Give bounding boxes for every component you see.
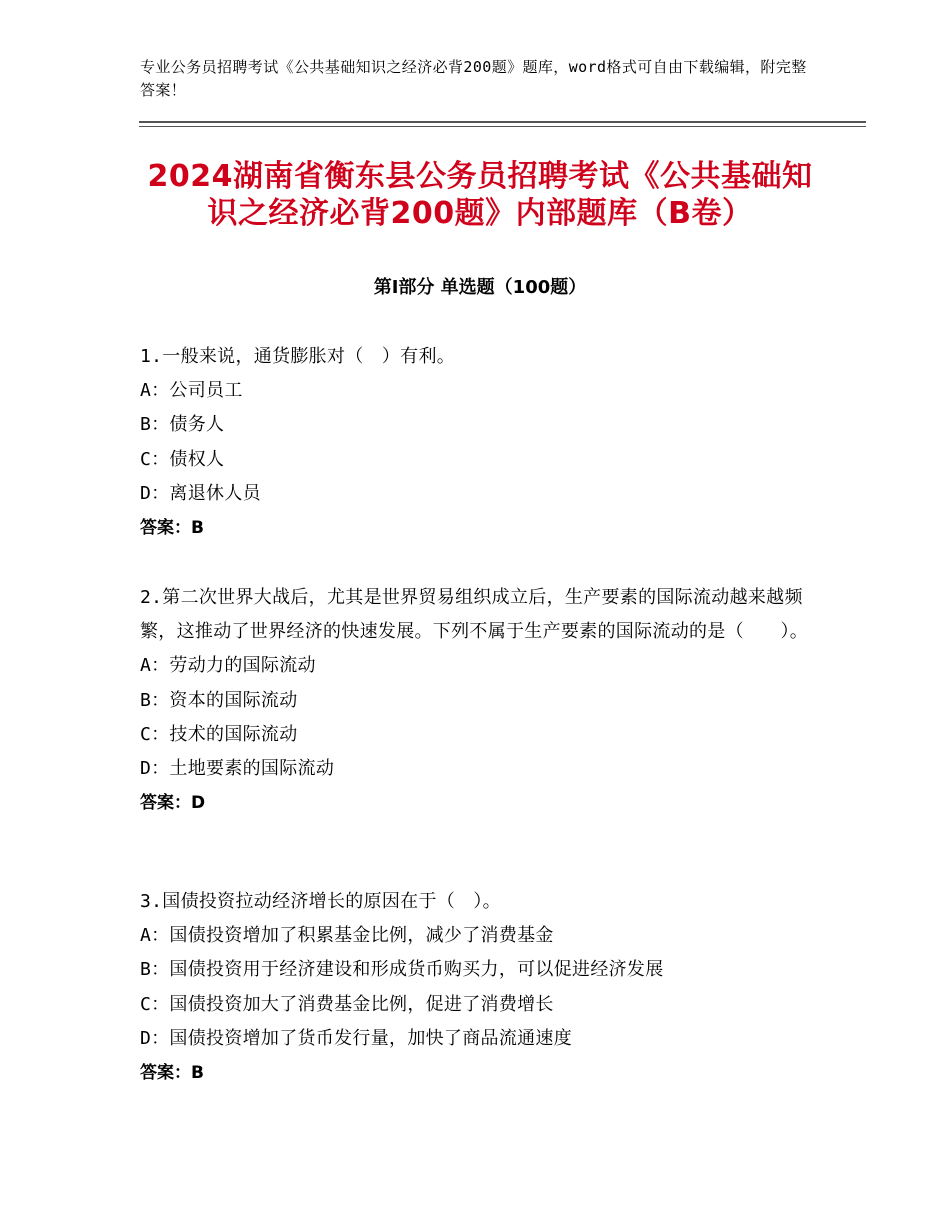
option-a: A：国债投资增加了积累基金比例，减少了消费基金	[140, 925, 554, 947]
option-b: B：国债投资用于经济建设和形成货币购买力，可以促进经济发展	[140, 959, 664, 981]
answer: 答案：D	[140, 793, 206, 814]
option-c: C：债权人	[140, 448, 225, 470]
option-b: B：债务人	[140, 414, 225, 436]
question-stem: 1.一般来说，通货膨胀对（ ）有利。	[140, 346, 456, 367]
header-note: 专业公务员招聘考试《公共基础知识之经济必背200题》题库，word格式可自由下载编辑，附完整答案！	[140, 58, 807, 99]
header-divider-thick	[139, 121, 866, 123]
option-b: B：资本的国际流动	[140, 689, 298, 711]
option-d: D：土地要素的国际流动	[140, 758, 335, 780]
option-c: C：国债投资加大了消费基金比例，促进了消费增长	[140, 993, 554, 1015]
question-stem: 2.第二次世界大战后，尤其是世界贸易组织成立后，生产要素的国际流动越来越频繁，这推动了世界经济的快速发展。下列不属于生产要素的国际流动的是（ ）。	[140, 587, 809, 643]
option-a: A：劳动力的国际流动	[140, 655, 316, 677]
answer: 答案：B	[140, 1063, 204, 1084]
section-title: 第Ⅰ部分 单选题（100题）	[373, 277, 587, 298]
document-title: 2024湖南省衡东县公务员招聘考试《公共基础知识之经济必背200题》内部题库（B卷）	[147, 159, 813, 231]
question-3	[140, 885, 830, 1090]
question-stem: 3.国债投资拉动经济增长的原因在于（ ）。	[140, 891, 501, 912]
question-2	[140, 581, 830, 820]
header-divider-thin	[139, 126, 866, 127]
question-1	[140, 340, 830, 545]
option-c: C：技术的国际流动	[140, 723, 298, 745]
answer: 答案：B	[140, 518, 204, 539]
option-d: D：国债投资增加了货币发行量，加快了商品流通速度	[140, 1027, 573, 1049]
option-a: A：公司员工	[140, 380, 243, 402]
option-d: D：离退休人员	[140, 482, 261, 504]
